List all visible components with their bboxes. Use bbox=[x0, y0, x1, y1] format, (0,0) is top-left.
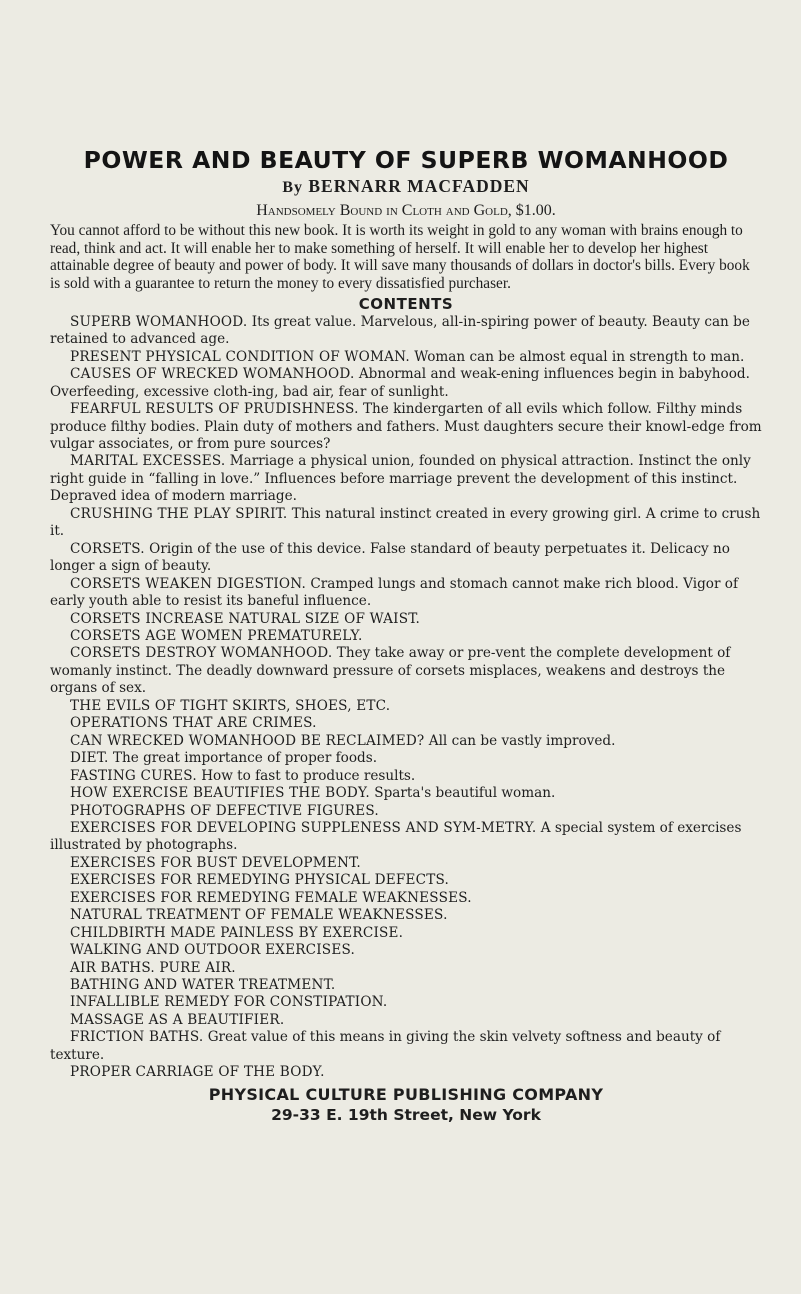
contents-heading: CONTENTS bbox=[358, 294, 454, 313]
contents-entry-text: A special system of exercises illustrated by photographs. bbox=[50, 819, 742, 854]
contents-entry bbox=[50, 750, 762, 767]
contents-entry bbox=[50, 698, 762, 715]
contents-entry-text: Marriage a physical union, founded on physical attraction. Instinct the only right guide in “falling in love.” Influences before marriage prevent the development of this instinct. Depraved idea of modern marriage. bbox=[50, 453, 751, 505]
contents-entry-heading: FASTING CURES. bbox=[70, 767, 197, 784]
contents-entry bbox=[50, 576, 762, 611]
contents-entry bbox=[50, 1029, 762, 1064]
contents-entry-text: How to fast to produce results. bbox=[201, 767, 416, 784]
contents-entry-heading: BATHING AND WATER TREATMENT. bbox=[70, 977, 336, 994]
author-name: BERNARR MACFADDEN bbox=[308, 176, 530, 196]
contents-entry bbox=[50, 611, 762, 628]
contents-entry bbox=[50, 872, 762, 889]
contents-entry-heading: CAUSES OF WRECKED WOMANHOOD. bbox=[70, 366, 355, 383]
binding-and-price: Handsomely Bound in Cloth and Gold, $1.00. bbox=[256, 202, 556, 219]
contents-entry-heading: WALKING AND OUTDOOR EXERCISES. bbox=[70, 942, 355, 959]
contents-entry-text: Its great value. Marvelous, all-in-spiring power of beauty. Beauty can be retained to advanced age. bbox=[50, 313, 750, 348]
contents-entry-heading: EXERCISES FOR DEVELOPING SUPPLENESS AND SYM-METRY. bbox=[70, 819, 537, 836]
contents-entry-text: The kindergarten of all evils which follow. Filthy minds produce filthy bodies. Plain duty of mothers and fathers. Must daughters secure their knowl-edge from vulgar associates, or from pure sources? bbox=[50, 401, 762, 452]
contents-entry bbox=[50, 541, 762, 576]
contents-entry-heading: MASSAGE AS A BEAUTIFIER. bbox=[70, 1011, 285, 1028]
contents-entry-heading: CORSETS AGE WOMEN PREMATURELY. bbox=[70, 627, 363, 644]
contents-entry-heading: HOW EXERCISE BEAUTIFIES THE BODY. bbox=[70, 785, 370, 802]
contents-entry bbox=[50, 1012, 762, 1029]
contents-entry-heading: FRICTION BATHS. bbox=[70, 1029, 204, 1046]
contents-entry-heading: NATURAL TREATMENT OF FEMALE WEAKNESSES. bbox=[70, 907, 448, 924]
contents-entry-heading: EXERCISES FOR BUST DEVELOPMENT. bbox=[70, 854, 361, 871]
contents-entry-text: They take away or pre-vent the complete development of womanly instinct. The deadly downward pressure of corsets misplaces, weakens and destroys the organs of sex. bbox=[50, 645, 731, 697]
contents-entry-heading: CAN WRECKED WOMANHOOD BE RECLAIMED? bbox=[70, 732, 425, 749]
contents-entry-heading: CHILDBIRTH MADE PAINLESS BY EXERCISE. bbox=[70, 924, 404, 941]
contents-entry bbox=[50, 1064, 762, 1081]
contents-entry bbox=[50, 907, 762, 924]
contents-entry-heading: THE EVILS OF TIGHT SKIRTS, SHOES, ETC. bbox=[70, 697, 391, 714]
advertisement-sheet bbox=[50, 145, 762, 1125]
byline-prefix: By bbox=[282, 179, 303, 196]
contents-entry bbox=[50, 506, 762, 541]
contents-entry bbox=[50, 628, 762, 645]
contents-entry-heading: OPERATIONS THAT ARE CRIMES. bbox=[70, 715, 317, 732]
contents-entry bbox=[50, 349, 762, 366]
contents-entry-text: This natural instinct created in every growing girl. A crime to crush it. bbox=[50, 505, 761, 540]
contents-entry-heading: CORSETS WEAKEN DIGESTION. bbox=[70, 575, 307, 592]
contents-entry-heading: CRUSHING THE PLAY SPIRIT. bbox=[70, 505, 288, 522]
contents-entry-heading: AIR BATHS. PURE AIR. bbox=[70, 959, 236, 976]
contents-entry bbox=[50, 890, 762, 907]
contents-entry bbox=[50, 366, 762, 401]
contents-entry bbox=[50, 925, 762, 942]
contents-entry bbox=[50, 401, 762, 453]
contents-entry-heading: CORSETS INCREASE NATURAL SIZE OF WAIST. bbox=[70, 610, 421, 627]
author-byline bbox=[50, 175, 762, 199]
contents-entry-heading: PRESENT PHYSICAL CONDITION OF WOMAN. bbox=[70, 348, 410, 365]
contents-entry-heading: CORSETS DESTROY WOMANHOOD. bbox=[70, 645, 333, 662]
contents-entry-heading: EXERCISES FOR REMEDYING FEMALE WEAKNESSES. bbox=[70, 889, 472, 906]
contents-entry bbox=[50, 453, 762, 505]
contents-entry-heading: INFALLIBLE REMEDY FOR CONSTIPATION. bbox=[70, 994, 388, 1011]
contents-entry-text: Origin of the use of this device. False standard of beauty perpetuates it. Delicacy no longer a sign of beauty. bbox=[50, 540, 730, 575]
contents-entry-heading: PHOTOGRAPHS OF DEFECTIVE FIGURES. bbox=[70, 802, 379, 819]
contents-entry bbox=[50, 645, 762, 697]
contents-entry bbox=[50, 768, 762, 785]
contents-entry bbox=[50, 960, 762, 977]
contents-entry bbox=[50, 733, 762, 750]
publisher-name: PHYSICAL CULTURE PUBLISHING COMPANY bbox=[208, 1084, 604, 1104]
contents-entry-heading: PROPER CARRIAGE OF THE BODY. bbox=[70, 1064, 325, 1081]
publisher-address: 29-33 E. 19th Street, New York bbox=[271, 1105, 541, 1124]
contents-entry-heading: CORSETS. bbox=[70, 540, 145, 557]
contents-entry bbox=[50, 855, 762, 872]
contents-entry bbox=[50, 785, 762, 802]
contents-entry-text: All can be vastly improved. bbox=[428, 732, 616, 749]
contents-entry-heading: DIET. bbox=[70, 750, 109, 767]
contents-entry bbox=[50, 715, 762, 732]
contents-entry-heading: FEARFUL RESULTS OF PRUDISHNESS. bbox=[70, 401, 359, 418]
contents-entry-text: Cramped lungs and stomach cannot make rich blood. Vigor of early youth able to resist its baneful influence. bbox=[50, 575, 738, 610]
contents-entry bbox=[50, 942, 762, 959]
contents-entry-text: Sparta's beautiful woman. bbox=[374, 785, 556, 802]
contents-entry bbox=[50, 820, 762, 855]
contents-list bbox=[50, 314, 762, 1082]
intro-paragraph: You cannot afford to be without this new book. It is worth its weight in gold to any woman with brains enough to read, think and act. It will enable her to make something of herself. It will enable her to develop her highest attainable degree of beauty and power of body. It will save many thousands of dollars in doctor's bills. Every book is sold with a guarantee to return the money to every dissatisfied purchaser. bbox=[50, 222, 750, 293]
contents-entry bbox=[50, 977, 762, 994]
contents-entry bbox=[50, 314, 762, 349]
contents-entry-text: Woman can be almost equal in strength to man. bbox=[414, 348, 745, 365]
contents-entry-text: Great value of this means in giving the skin velvety softness and beauty of texture. bbox=[50, 1029, 721, 1063]
contents-entry bbox=[50, 803, 762, 820]
contents-entry bbox=[50, 994, 762, 1011]
contents-entry-heading: MARITAL EXCESSES. bbox=[70, 453, 226, 470]
contents-entry-text: The great importance of proper foods. bbox=[112, 750, 378, 767]
contents-entry-text: Abnormal and weak-ening influences begin in babyhood. Overfeeding, excessive cloth-ing, bad air, fear of sunlight. bbox=[50, 366, 750, 400]
contents-entry-heading: SUPERB WOMANHOOD. bbox=[70, 313, 248, 330]
book-title: POWER AND BEAUTY OF SUPERB WOMANHOOD bbox=[83, 146, 729, 174]
contents-entry-heading: EXERCISES FOR REMEDYING PHYSICAL DEFECTS. bbox=[70, 872, 450, 889]
